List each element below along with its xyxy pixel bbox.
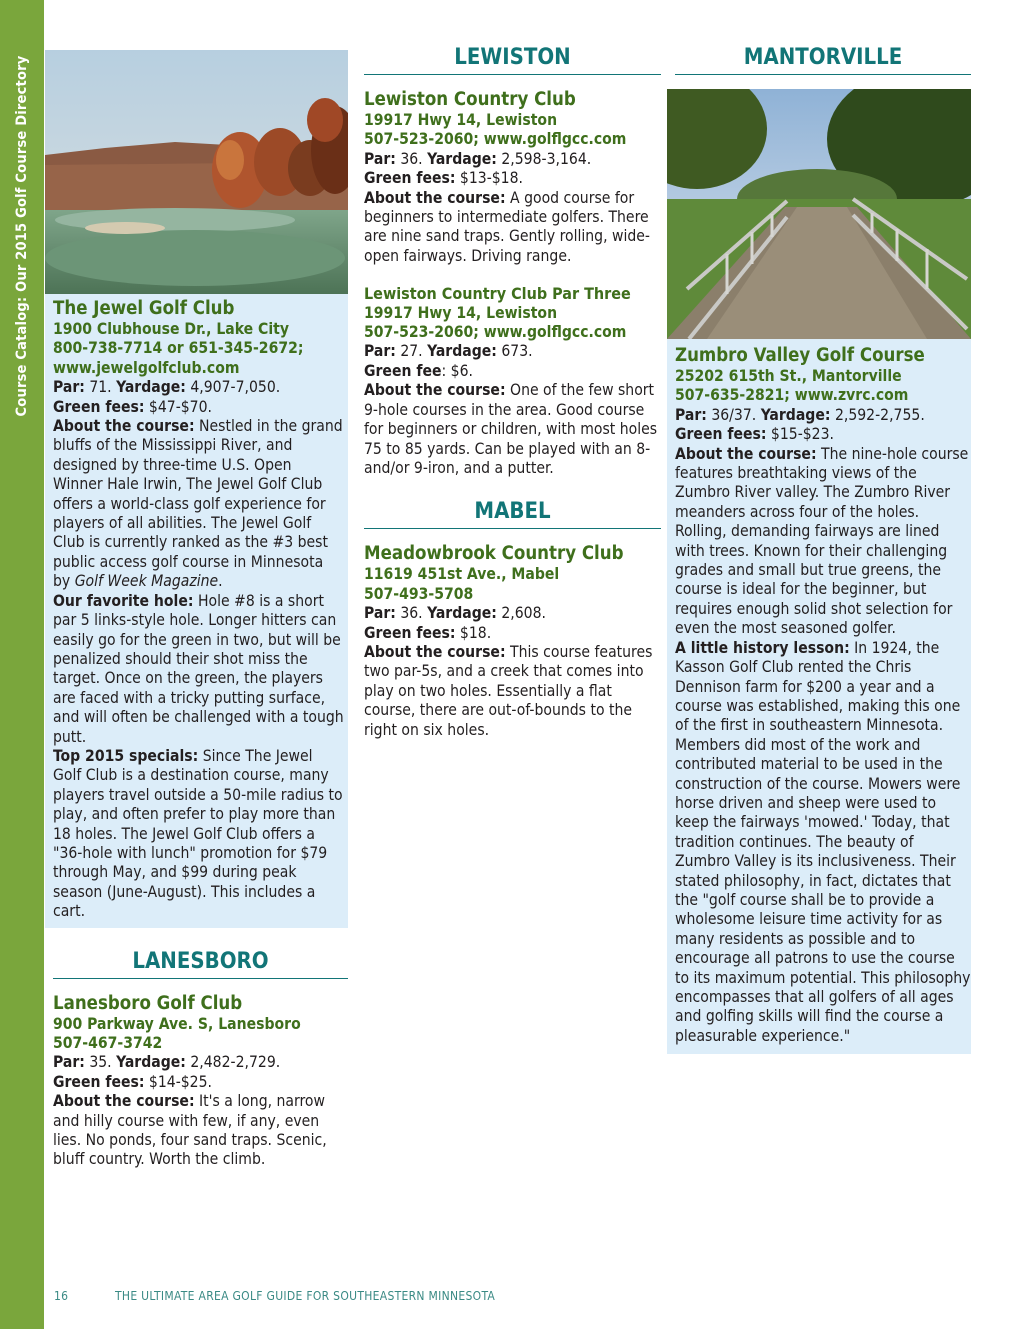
course-address: 11619 451st Ave., Mabel <box>364 565 560 584</box>
course-name: Lewiston Country Club Par Three <box>364 284 631 304</box>
jewel-card <box>45 50 348 928</box>
zumbro-entry <box>667 339 971 1046</box>
sidebar <box>0 0 44 1329</box>
course-phone: 800-738-7714 or 651-345-2672; <box>53 339 304 358</box>
course-phone: 507-493-5708 <box>364 584 474 603</box>
about-course: About the course: The nine-hole course features breathtaking views of the Zumbro River valley. The Zumbro River meanders across four of the holes. Rolling, demanding fairways are lined with trees. Known for their challenging grades and small but true greens, the course is ideal for the beginner, but requires enough solid shot selection for even the most seasoned golfer. <box>675 444 969 638</box>
green-fees: Green fees: $14-$25. <box>53 1072 212 1091</box>
course-address: 1900 Clubhouse Dr., Lake City <box>53 320 289 338</box>
about-course: About the course: It's a long, narrow and hilly course with few, if any, even lies. No ponds, four sand traps. Scenic, bluff country. Worth the climb. <box>53 1092 327 1169</box>
lanesboro-entry <box>45 979 348 1170</box>
section-heading-mabel: MABEL <box>364 498 661 529</box>
top-specials: Top 2015 specials: Since The Jewel Golf Club is a destination course, many players travel outside a 50-mile radius to play, and often prefer to play more than 18 holes. The Jewel Golf Club offers a "36-hole with lunch" promotion for $79 through May, and $99 during peak season (June-August). This includes a cart. <box>53 746 343 921</box>
course-website[interactable]: www.jewelgolfclub.com <box>53 358 240 377</box>
course-address: 19917 Hwy 14, Lewiston <box>364 111 558 129</box>
about-course: About the course: This course features two par-5s, and a creek that comes into play on two holes. Essentially a flat course, there are out-of-bounds to the right on six holes. <box>364 642 653 739</box>
green-fees: Green fees: $13-$18. <box>364 169 523 188</box>
history-lesson: A little history lesson: In 1924, the Kasson Golf Club rented the Chris Dennison farm for $200 a year and a course was established, making this one of the first in southeastern Minnesota. Members did most of the work and contributed material to be used in the construction of the course. Mowers were horse driven and sheep were used to keep the fairways 'mowed.' Today, that tradition continues. The beauty of Zumbro Valley is its inclusiveness. Their stated philosophy, in fact, dictates that the "golf course shall be to provide a wholesome leisure time activity for as many residents as possible and to encourage all patrons to use the course to its maximum potential. This philosophy encompasses that all golfers of all ages and golfing skills will find the course a pleasurable experience." <box>675 638 971 1045</box>
column-right <box>667 44 971 1054</box>
page-number: 16 <box>54 1289 69 1303</box>
meadowbrook-entry <box>364 529 661 740</box>
lewiston-entry <box>364 75 661 266</box>
course-address: 900 Parkway Ave. S, Lanesboro <box>53 1014 301 1033</box>
column-left <box>45 50 348 1170</box>
course-phone: 507-635-2821; www.zvrc.com <box>675 386 909 405</box>
par-yardage: Par: 27. Yardage: 673. <box>364 342 533 361</box>
page-footer <box>54 1289 495 1303</box>
column-middle <box>364 44 661 740</box>
green-fees: Green fees: $18. <box>364 623 492 642</box>
section-heading-lewiston: LEWISTON <box>364 44 661 75</box>
zumbro-card <box>667 89 971 1054</box>
lewiston-par-three-entry <box>364 266 661 478</box>
par-yardage: Par: 35. Yardage: 2,482-2,729. <box>53 1053 281 1072</box>
course-address: 19917 Hwy 14, Lewiston <box>364 303 558 322</box>
sidebar-title: Course Catalog: Our 2015 Golf Course Directory <box>14 55 30 417</box>
section-heading-mantorville: MANTORVILLE <box>675 44 971 75</box>
par-yardage: Par: 36/37. Yardage: 2,592-2,755. <box>675 405 925 424</box>
green-fees: Green fees: $47-$70. <box>53 397 212 416</box>
about-course: About the course: One of the few short 9-hole courses in the area. Good course for beginners or children, with most holes 75 to 85 yards. Can be played with an 8- and/or 9-iron, and a putter. <box>364 381 658 477</box>
par-yardage: Par: 36. Yardage: 2,598-3,164. <box>364 149 592 168</box>
section-heading-lanesboro: LANESBORO <box>53 948 348 979</box>
green-fees: Green fees: $15-$23. <box>675 425 834 444</box>
green-fees: Green fee: $6. <box>364 361 473 380</box>
course-phone: 507-467-3742 <box>53 1034 163 1052</box>
course-name: Zumbro Valley Golf Course <box>675 345 925 366</box>
par-yardage: Par: 71. Yardage: 4,907-7,050. <box>53 378 281 397</box>
course-phone: 507-523-2060; www.golflgcc.com <box>364 323 627 342</box>
course-name: Meadowbrook Country Club <box>364 543 624 565</box>
par-yardage: Par: 36. Yardage: 2,608. <box>364 604 546 623</box>
about-course: About the course: A good course for beginners to intermediate golfers. There are nine sand traps. Gently rolling, wide-open fairways. Driving range. <box>364 188 650 265</box>
about-course: About the course: Nestled in the grand bluffs of the Mississippi River, and designed by three-time U.S. Open Winner Hale Irwin, The Jewel Golf Club offers a world-class golf experience for players of all abilities. The Jewel Golf Club is currently ranked as the #3 best public access golf course in Minnesota by Golf Week Magazine. <box>53 417 343 591</box>
jewel-entry <box>45 294 348 922</box>
course-phone: 507-523-2060; www.golflgcc.com <box>364 130 627 149</box>
golf-course-photo <box>45 50 348 294</box>
course-name: Lanesboro Golf Club <box>53 992 243 1014</box>
bridge-photo <box>667 89 971 339</box>
course-name: The Jewel Golf Club <box>53 298 235 319</box>
favorite-hole: Our favorite hole: Hole #8 is a short par 5 links-style hole. Longer hitters can easily go for the green in two, but will be penalized should their shot miss the target. Once on the green, the players are faced with a tricky putting surface, and will often be challenged with a tough putt. <box>53 591 344 746</box>
course-name: Lewiston Country Club <box>364 89 576 110</box>
course-address: 25202 615th St., Mantorville <box>675 367 902 385</box>
footer-title: THE ULTIMATE AREA GOLF GUIDE FOR SOUTHEASTERN MINNESOTA <box>115 1289 496 1303</box>
